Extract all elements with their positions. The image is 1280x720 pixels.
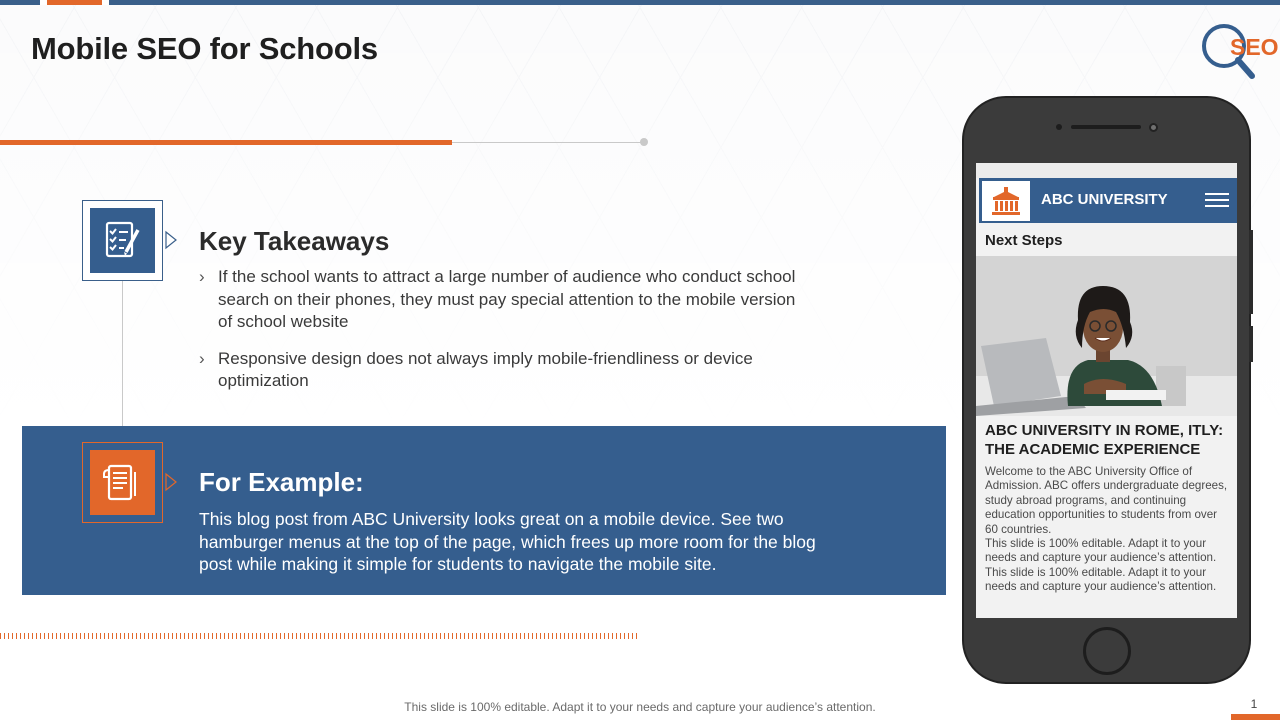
chevron-right-icon — [164, 230, 178, 250]
page-number-accent — [1231, 714, 1280, 720]
university-building-icon — [990, 185, 1022, 217]
bullet-chevron-icon: › — [199, 267, 205, 286]
magnifier-icon — [1200, 22, 1279, 82]
page-number: 1 — [1250, 697, 1258, 711]
article-photo — [976, 256, 1237, 416]
bullet-text: If the school wants to attract a large number of audience who conduct school search on their phones, they must pay special attention to the mobile version of school website — [218, 267, 796, 331]
section-divider — [0, 140, 452, 145]
phone-side-button — [1249, 326, 1253, 362]
page-title: Mobile SEO for Schools — [31, 31, 378, 66]
next-steps-label[interactable]: Next Steps — [985, 232, 1063, 249]
connector-line — [122, 280, 123, 428]
section-divider-dot — [640, 138, 648, 146]
top-accent-bar — [0, 0, 1280, 5]
article-paragraph: This slide is 100% editable. Adapt it to your needs and capture your audience’s attention. — [985, 537, 1217, 565]
student-photo-illustration — [976, 256, 1237, 416]
key-takeaways-list — [199, 266, 809, 407]
checklist-icon — [100, 218, 145, 263]
app-title: ABC UNIVERSITY — [1041, 191, 1168, 208]
bullet-text: Responsive design does not always imply mobile-friendliness or device optimization — [218, 348, 753, 390]
slide-footer — [0, 700, 1280, 714]
example-heading: For Example: — [199, 467, 364, 497]
article-paragraph: Welcome to the ABC University Office of Admission. ABC offers undergraduate degrees, study abroad programs, and continuing education opportunities to students from over 60 countries. — [985, 465, 1228, 536]
phone-speaker — [1071, 125, 1141, 129]
key-takeaways-heading: Key Takeaways — [199, 226, 390, 256]
app-logo[interactable] — [982, 181, 1030, 221]
phone-sensor — [1056, 124, 1062, 130]
key-takeaways-icon-frame — [82, 200, 163, 281]
article-body — [985, 465, 1233, 595]
top-accent-orange — [47, 0, 102, 5]
footer-text: This slide is 100% editable. Adapt it to your needs and capture your audience’s attention. — [404, 700, 876, 714]
dotted-divider — [0, 633, 638, 639]
app-header — [979, 178, 1237, 223]
list-item — [199, 266, 809, 334]
screen-status-bar — [976, 163, 1237, 178]
seo-logo-text: SEO — [1230, 34, 1279, 60]
phone-home-button — [1083, 627, 1131, 675]
example-body: This blog post from ABC University looks great on a mobile device. See two hamburger menus at the top of the page, which frees up more room for the blog post while making it simple for students to navigate the mobile site. — [199, 509, 816, 574]
bullet-chevron-icon: › — [199, 348, 205, 368]
top-accent-gap — [102, 0, 109, 5]
article-title[interactable]: ABC UNIVERSITY IN ROME, ITLY: THE ACADEMIC EXPERIENCE — [985, 422, 1224, 458]
phone-screen — [976, 163, 1237, 618]
top-accent-gap — [40, 0, 47, 5]
example-icon-frame — [82, 442, 163, 523]
chevron-right-icon — [164, 472, 178, 492]
phone-camera-icon — [1149, 123, 1158, 132]
list-item — [199, 348, 809, 393]
hamburger-menu-icon[interactable] — [1205, 193, 1229, 209]
document-icon — [100, 460, 145, 505]
phone-side-button — [1249, 230, 1253, 314]
seo-logo — [1200, 22, 1279, 82]
section-divider-line — [452, 142, 642, 143]
article-paragraph: This slide is 100% editable. Adapt it to your needs and capture your audience’s attention. — [985, 565, 1217, 594]
